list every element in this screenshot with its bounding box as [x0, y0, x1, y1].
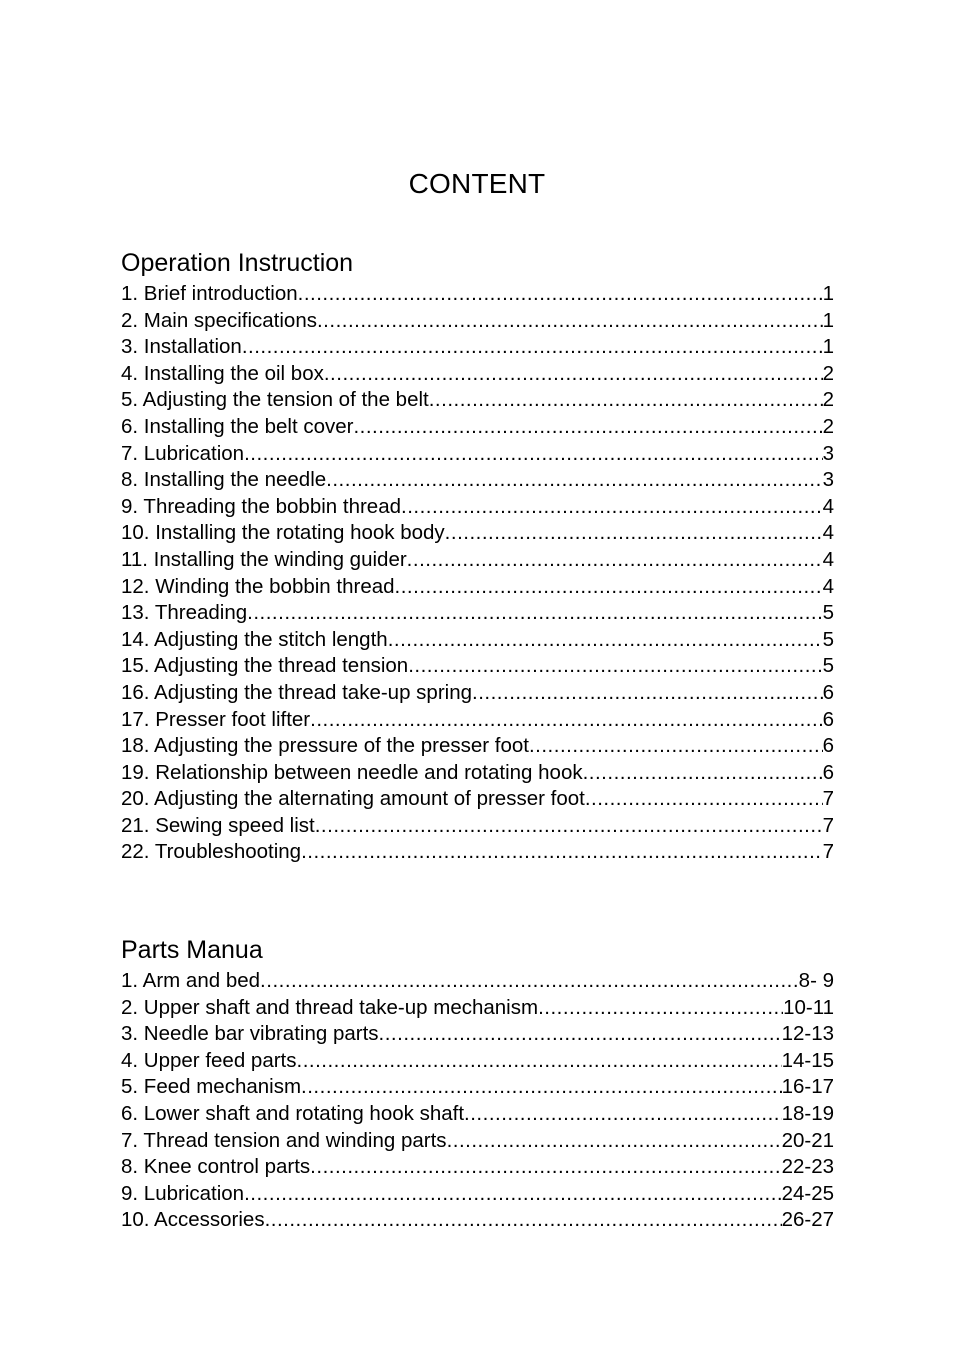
toc-entry [121, 1207, 834, 1234]
toc-dot-leader [310, 707, 822, 734]
toc-entry-title: 5. Feed mechanism [121, 1075, 302, 1099]
toc-entry-title: 5. Adjusting the tension of the belt [121, 388, 429, 412]
section-heading: Operation Instruction [121, 249, 354, 277]
toc-entry-page: 22-23 [781, 1155, 834, 1179]
toc-entry-page: 24-25 [781, 1181, 834, 1205]
toc-entry-page: 1 [822, 282, 834, 305]
toc-entry-title: 1. Brief introduction [121, 282, 298, 305]
toc-entry-title: 9. Threading the bobbin thread [121, 494, 402, 518]
toc-dot-leader [379, 1021, 782, 1048]
toc-dot-leader [464, 1101, 782, 1128]
toc-entry-title: 4. Installing the oil box [121, 361, 324, 385]
toc-dot-leader [244, 1181, 781, 1208]
toc-entry-page: 7 [822, 840, 834, 864]
toc-dot-leader [315, 813, 823, 840]
toc-entry [121, 547, 834, 574]
toc-entry [121, 1074, 834, 1101]
toc-dot-leader [585, 786, 823, 813]
toc-entry [121, 813, 834, 840]
toc-entry-page: 2 [822, 388, 834, 412]
toc-entry-title: 10. Accessories [121, 1208, 265, 1232]
toc-dot-leader [583, 760, 823, 787]
toc-dot-leader [247, 600, 822, 627]
toc-entry-page: 4 [822, 574, 834, 598]
toc-entry [121, 1048, 834, 1075]
toc-entry [121, 839, 834, 866]
toc-dot-leader [429, 387, 823, 414]
toc-entry [121, 760, 834, 787]
toc-entry [121, 786, 834, 813]
toc-dot-leader [265, 1207, 782, 1234]
toc-entry-title: 13. Threading [121, 601, 248, 625]
toc-entry [121, 441, 834, 468]
toc-entry-page: 2 [822, 414, 834, 438]
toc-entry-title: 1. Arm and bed [121, 969, 261, 992]
toc-dot-leader [353, 414, 822, 441]
toc-entry-page: 18-19 [781, 1101, 834, 1125]
toc-entry-page: 1 [822, 335, 834, 359]
toc-entry [121, 281, 834, 308]
toc-entry [121, 627, 834, 654]
toc-entry-page: 6 [822, 760, 834, 784]
toc-entry [121, 733, 834, 760]
toc-dot-leader [388, 627, 823, 654]
toc-dot-leader [324, 361, 823, 388]
toc-dot-leader [310, 1154, 781, 1181]
toc-entry-title: 16. Adjusting the thread take-up spring [121, 680, 473, 704]
toc-entry [121, 1128, 834, 1155]
toc-entry-page: 14-15 [781, 1048, 834, 1072]
toc-entry-page: 5 [822, 627, 834, 651]
toc-entry [121, 995, 834, 1022]
toc-entry-title: 11. Installing the winding guider [121, 547, 407, 571]
toc-entry-page: 5 [822, 601, 834, 625]
parts-manual-section [121, 932, 834, 1234]
toc-entry-page: 26-27 [781, 1208, 834, 1232]
toc-dot-leader [301, 1074, 782, 1101]
toc-entry [121, 414, 834, 441]
toc-entry-title: 19. Relationship between needle and rotating hook [121, 760, 583, 784]
toc-entry [121, 707, 834, 734]
toc-entry [121, 1181, 834, 1208]
toc-dot-leader [298, 281, 823, 308]
toc-entry-title: 21. Sewing speed list [121, 813, 315, 837]
toc-dot-leader [244, 441, 823, 468]
toc-entry-title: 9. Lubrication [121, 1181, 245, 1205]
toc-entry-page: 1 [822, 308, 834, 332]
toc-entry-title: 2. Upper shaft and thread take-up mechanism [121, 995, 539, 1019]
toc-entry-title: 7. Lubrication [121, 441, 245, 465]
toc-entry [121, 1101, 834, 1128]
toc-entry-page: 3 [822, 441, 834, 465]
toc-entry [121, 361, 834, 388]
toc-entry [121, 680, 834, 707]
page-title: CONTENT [408, 168, 546, 199]
toc-entry-title: 12. Winding the bobbin thread [121, 574, 395, 598]
toc-entry [121, 494, 834, 521]
toc-dot-leader [472, 680, 823, 707]
toc-entry-title: 8. Installing the needle [121, 468, 327, 492]
toc-entry [121, 1021, 834, 1048]
toc-entry-title: 22. Troubleshooting [121, 840, 302, 864]
toc-entry-page: 3 [822, 468, 834, 492]
toc-entry [121, 600, 834, 627]
section-heading: Parts Manua [121, 936, 263, 964]
toc-dot-leader [445, 520, 823, 547]
toc-entry-page: 12-13 [781, 1022, 834, 1046]
toc-entry-title: 3. Installation [121, 335, 242, 359]
toc-entry-title: 15. Adjusting the thread tension [121, 654, 409, 678]
toc-entry-page: 4 [822, 547, 834, 571]
toc-entry [121, 308, 834, 335]
toc-dot-leader [301, 839, 823, 866]
toc-entry-title: 18. Adjusting the pressure of the presser foot [121, 734, 529, 758]
toc-entry-page: 6 [822, 680, 834, 704]
toc-entry-title: 10. Installing the rotating hook body [121, 521, 445, 545]
toc-dot-leader [317, 308, 823, 335]
toc-entry [121, 520, 834, 547]
toc-dot-leader [395, 574, 823, 601]
toc-dot-leader [538, 995, 783, 1022]
toc-entry [121, 387, 834, 414]
toc-entry-page: 5 [822, 654, 834, 678]
toc-entry-title: 20. Adjusting the alternating amount of presser foot [121, 787, 585, 811]
toc-dot-leader [297, 1048, 782, 1075]
toc-entry-page: 2 [822, 361, 834, 385]
toc-dot-leader [401, 494, 823, 521]
toc-entry-title: 6. Lower shaft and rotating hook shaft [121, 1101, 465, 1125]
toc-entry [121, 574, 834, 601]
toc-entry-page: 4 [822, 494, 834, 518]
toc-entry-title: 14. Adjusting the stitch length [121, 627, 388, 651]
toc-entry-page: 20-21 [781, 1128, 834, 1152]
toc-entry-page: 4 [822, 521, 834, 545]
toc-entry [121, 968, 834, 995]
toc-entry-title: 7. Thread tension and winding parts [121, 1128, 447, 1152]
toc-dot-leader [407, 547, 823, 574]
toc-entry-page: 16-17 [781, 1075, 834, 1099]
toc-entry-page: 6 [822, 707, 834, 731]
toc-entry-title: 3. Needle bar vibrating parts [121, 1022, 379, 1046]
toc-entry-title: 17. Presser foot lifter [121, 707, 311, 731]
toc-entry-title: 4. Upper feed parts [121, 1048, 297, 1072]
toc-entry-page: 10-11 [783, 995, 834, 1019]
toc-entry-title: 8. Knee control parts [121, 1155, 311, 1179]
toc-dot-leader [326, 467, 822, 494]
toc-list [121, 281, 834, 866]
toc-dot-leader [529, 733, 823, 760]
toc-entry [121, 467, 834, 494]
toc-entry [121, 653, 834, 680]
toc-entry [121, 1154, 834, 1181]
toc-entry-page: 7 [822, 813, 834, 837]
toc-dot-leader [242, 334, 823, 361]
toc-entry-page: 8- 9 [798, 969, 834, 992]
toc-entry-page: 7 [822, 787, 834, 811]
toc-dot-leader [260, 968, 799, 995]
toc-dot-leader [408, 653, 822, 680]
toc-entry [121, 334, 834, 361]
toc-dot-leader [447, 1128, 782, 1155]
toc-entry-title: 6. Installing the belt cover [121, 414, 354, 438]
toc-list [121, 968, 834, 1234]
toc-entry-title: 2. Main specifications [121, 308, 317, 332]
operation-instruction-section [121, 245, 834, 866]
toc-entry-page: 6 [822, 734, 834, 758]
